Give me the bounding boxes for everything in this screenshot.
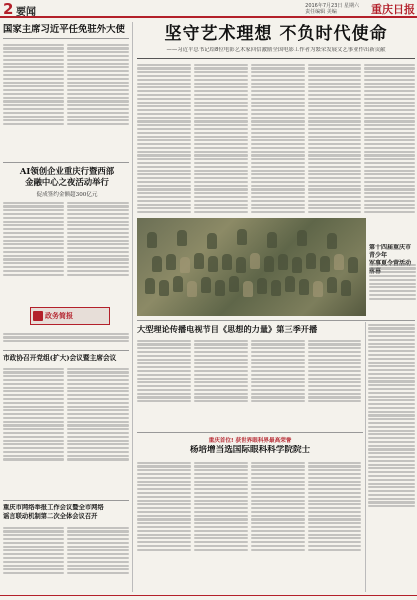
briefing-label: 政务简报	[45, 312, 73, 320]
bottom-article-col2	[194, 460, 248, 593]
article-internet-col2	[67, 525, 129, 593]
bottom-article-col1	[137, 460, 191, 593]
photo-headline-line1: 第十四届重庆市青少年	[369, 244, 412, 259]
article-ambassadors-col1	[3, 42, 64, 157]
photo-caption-text	[369, 262, 416, 314]
headline-internet-line2: 谣言联动机制第二次全体会议召开	[3, 512, 98, 520]
masthead-logo: 重庆日报	[371, 3, 415, 16]
right-side-article	[368, 322, 415, 592]
briefing-icon	[33, 311, 43, 321]
military-camp-photo	[137, 218, 366, 316]
article-cppcc-col1	[3, 366, 64, 496]
briefing-text	[3, 331, 129, 349]
article-ai-col2	[67, 200, 129, 300]
page-header	[0, 0, 417, 18]
middle-article-col1	[137, 338, 191, 428]
headline-ambassadors: 国家主席习近平任免驻外大使	[3, 24, 125, 35]
column-divider	[132, 22, 133, 592]
column-divider	[365, 322, 366, 592]
headline-cppcc: 市政协召开党组(扩大)会议暨主席会议	[3, 354, 117, 362]
rule	[137, 320, 415, 321]
rule	[3, 162, 129, 163]
headline-ai-line2: 金融中心之夜活动举行	[25, 177, 109, 187]
briefing-box-title	[30, 307, 110, 325]
article-cppcc-col2	[67, 366, 129, 496]
rule	[3, 500, 129, 501]
middle-article-col4	[308, 338, 361, 428]
bottom-article-col4	[308, 460, 361, 593]
lead-subhead: ——习近平总书记给8位电影艺术家回信激励全国电影工作者为繁荣发展文艺事业作出新贡献	[166, 47, 386, 53]
footer-rule	[0, 595, 417, 596]
section-title: 要闻	[16, 7, 36, 18]
date-text: 2016年7月23日 星期六	[305, 3, 359, 9]
lead-headline: 坚守艺术理想 不负时代使命	[164, 24, 388, 44]
article-ai-col1	[3, 200, 64, 300]
date-line	[305, 3, 359, 15]
middle-article-col3	[251, 338, 305, 428]
bottom-kicker: 重庆首位! 获世界眼科界最高荣誉	[208, 438, 292, 444]
rule	[137, 58, 415, 59]
rule	[3, 350, 129, 351]
headline-ai-finance	[5, 166, 129, 188]
headline-thought-power: 大型理论传播电视节目《思想的力量》第三季开播	[137, 324, 318, 334]
page-number: 2	[3, 0, 14, 18]
headline-internet-line1: 重庆市网络举报工作会议暨全市网络	[3, 504, 104, 511]
article-ambassadors-col2	[67, 42, 129, 157]
middle-article-col2	[194, 338, 248, 428]
subhead-ai-finance: 促成签约金额超300亿元	[36, 192, 98, 198]
headline-internet-report	[3, 504, 129, 521]
rule	[3, 38, 129, 39]
headline-ai-line1: AI领创企业重庆行暨西部	[19, 166, 115, 176]
bottom-article-col3	[251, 460, 305, 593]
article-internet-col1	[3, 525, 64, 593]
headline-ophthalmology: 杨培增当选国际眼科科学院院士	[189, 445, 311, 455]
rule	[137, 432, 363, 433]
editor-text: 责任编辑 美编	[305, 9, 337, 15]
